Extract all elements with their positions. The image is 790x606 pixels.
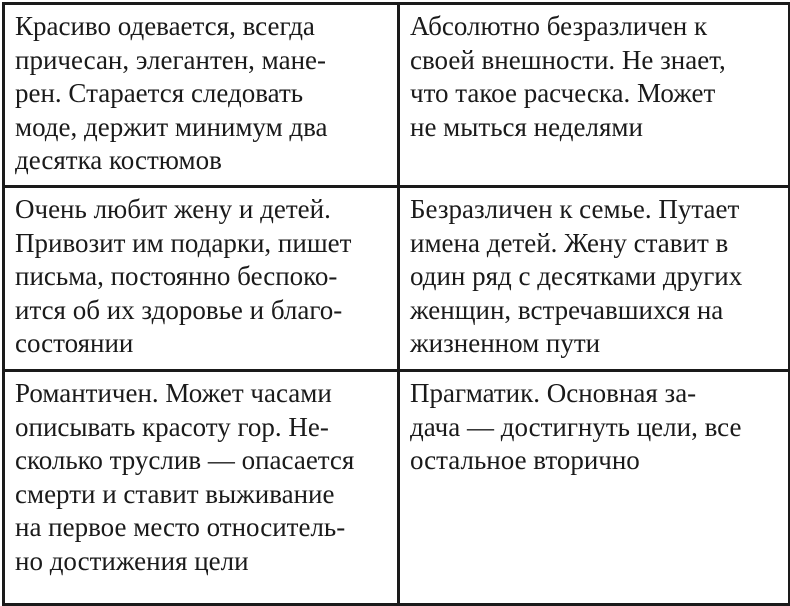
table-row	[4, 187, 790, 371]
cell-text-line: жизненном пути	[410, 328, 601, 358]
table-cell-left	[4, 4, 399, 187]
cell-text-line: своей внешности. Не знает,	[410, 44, 726, 75]
cell-text-line: Красиво одевается, всегда	[15, 11, 315, 41]
cell-text-line: женщин, встречавшихся на	[410, 294, 724, 325]
cell-text-line: десятка костюмов	[15, 145, 222, 175]
cell-text-line: Абсолютно безразличен к	[410, 11, 708, 41]
table-row	[4, 371, 790, 605]
cell-text-line: что такое расческа. Может	[410, 78, 716, 108]
cell-text-line: состоянии	[15, 328, 134, 358]
cell-text-line: один ряд с десятками других	[410, 261, 743, 291]
cell-text-line: письма, постоянно беспоко-	[15, 261, 338, 291]
cell-text-line: рен. Старается следовать	[15, 78, 304, 108]
cell-text-line: причесан, элегантен, мане-	[15, 44, 326, 75]
table-row	[4, 4, 790, 187]
cell-text-line: моде, держит минимум два	[15, 111, 328, 142]
comparison-table	[2, 2, 790, 606]
cell-text-line: на первое место относитель-	[15, 512, 346, 542]
cell-text-line: не мыться неделями	[410, 111, 643, 142]
table-cell-left	[4, 371, 399, 605]
table-cell-right	[399, 4, 790, 187]
table-cell-right	[399, 371, 790, 605]
cell-text-line: Прагматик. Основная за-	[410, 378, 697, 408]
table-cell-right	[399, 187, 790, 371]
cell-text-line: Безразличен к семье. Путает	[410, 194, 740, 224]
cell-text-line: сколько труслив — опасается	[15, 445, 355, 475]
cell-text-line: но достижения цели	[15, 545, 249, 576]
table-cell-left	[4, 187, 399, 371]
cell-text-line: смерти и ставит выживание	[15, 478, 335, 509]
cell-text-line: дача — достигнуть цели, все	[410, 411, 742, 442]
cell-text-line: имена детей. Жену ставит в	[410, 227, 729, 258]
cell-text-line: Романтичен. Может часами	[15, 378, 332, 408]
cell-text-line: описывать красоту гор. Не-	[15, 411, 329, 442]
cell-text-line: Очень любит жену и детей.	[15, 194, 331, 224]
cell-text-line: ится об их здоровье и благо-	[15, 294, 343, 325]
cell-text-line: остальное вторично	[410, 445, 640, 475]
cell-text-line: Привозит им подарки, пишет	[15, 227, 352, 258]
